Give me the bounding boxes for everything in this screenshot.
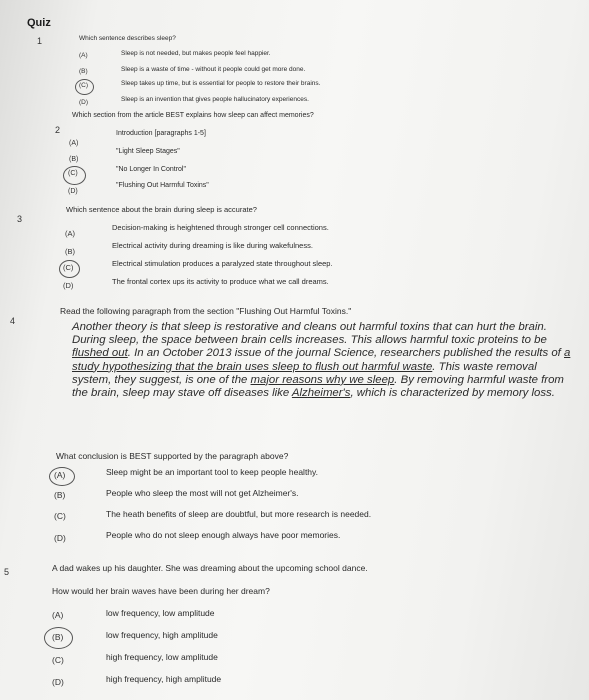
option-letter[interactable]: (A) xyxy=(65,229,75,238)
question-number: 2 xyxy=(55,125,61,135)
option-text: "Light Sleep Stages" xyxy=(116,148,180,155)
question-number: 4 xyxy=(10,316,16,326)
option-text: high frequency, high amplitude xyxy=(106,674,222,684)
option-text: "No Longer In Control" xyxy=(116,166,186,173)
question-instruction: Read the following paragraph from the section "Flushing Out Harmful Toxins." xyxy=(60,306,352,316)
option-letter[interactable]: (D) xyxy=(68,188,78,195)
option-letter[interactable]: (C) xyxy=(63,263,74,272)
question-prompt: Which sentence about the brain during sleep is accurate? xyxy=(66,205,257,214)
option-text: The heath benefits of sleep are doubtful, but more research is needed. xyxy=(106,509,372,519)
option-text: The frontal cortex ups its activity to produce what we call dreams. xyxy=(112,277,329,286)
option-text: low frequency, high amplitude xyxy=(106,630,218,640)
option-text: People who do not sleep enough always have poor memories. xyxy=(106,530,341,540)
option-letter[interactable]: (A) xyxy=(69,140,79,147)
quiz-title: Quiz xyxy=(27,17,51,29)
question-number: 3 xyxy=(17,214,23,224)
question-prompt: How would her brain waves have been during her dream? xyxy=(52,586,270,596)
underlined-phrase: flushed out xyxy=(72,347,128,360)
option-text: Sleep is not needed, but makes people feel happier. xyxy=(121,50,271,57)
option-text: low frequency, low amplitude xyxy=(106,608,215,618)
question-prompt: Which sentence describes sleep? xyxy=(79,35,176,42)
passage: Another theory is that sleep is restorative and cleans out harmful toxins that can hurt the brain. During sleep, the space between brain cells increases. This allows harmful toxic proteins to be flushed out. In an October 2013 issue of the journal Science, researchers published the results of a study hypothesizing that the brain uses sleep to flush out harmful waste. This waste removal system, they suggest, is one of the major reasons why we sleep. By removing harmful waste from the brain, sleep may stave off diseases like Alzheimer's, which is characterized by memory loss. xyxy=(72,321,571,400)
option-text: Electrical activity during dreaming is like during wakefulness. xyxy=(112,241,313,250)
option-letter[interactable]: (C) xyxy=(79,82,89,89)
option-letter[interactable]: (C) xyxy=(52,655,64,665)
option-text: high frequency, low amplitude xyxy=(106,652,218,662)
option-letter[interactable]: (D) xyxy=(79,99,89,106)
option-letter[interactable]: (B) xyxy=(65,247,75,256)
option-letter[interactable]: (A) xyxy=(52,610,64,620)
question-number: 5 xyxy=(4,567,10,577)
question-prompt: Which section from the article BEST explains how sleep can affect memories? xyxy=(72,112,314,119)
question-number: 1 xyxy=(37,36,43,46)
question-prompt: What conclusion is BEST supported by the paragraph above? xyxy=(56,451,289,461)
option-letter[interactable]: (A) xyxy=(54,470,66,480)
option-text: People who sleep the most will not get Alzheimer's. xyxy=(106,488,299,498)
option-letter[interactable]: (B) xyxy=(79,68,88,75)
underlined-phrase: a study hypothesizing that the brain uses sleep to flush out harmful waste xyxy=(72,347,571,373)
option-letter[interactable]: (C) xyxy=(68,170,78,177)
option-text: Sleep takes up time, but is essential for people to restore their brains. xyxy=(121,80,321,87)
option-text: Introduction [paragraphs 1-5] xyxy=(116,130,206,137)
underlined-phrase: Alzheimer's xyxy=(291,387,351,400)
underlined-phrase: major reasons why we sleep xyxy=(250,373,395,386)
option-letter[interactable]: (D) xyxy=(63,281,74,290)
option-letter[interactable]: (B) xyxy=(69,156,79,163)
option-letter[interactable]: (D) xyxy=(54,533,66,543)
option-letter[interactable]: (A) xyxy=(79,52,88,59)
option-text: Sleep is an invention that gives people hallucinatory experiences. xyxy=(121,96,309,103)
option-text: Electrical stimulation produces a paralyzed state throughout sleep. xyxy=(112,259,333,268)
option-letter[interactable]: (B) xyxy=(52,632,64,642)
option-text: Sleep might be an important tool to keep people healthy. xyxy=(106,467,319,477)
question-scenario: A dad wakes up his daughter. She was dreaming about the upcoming school dance. xyxy=(52,563,368,573)
option-text: "Flushing Out Harmful Toxins" xyxy=(116,182,209,189)
option-letter[interactable]: (B) xyxy=(54,490,66,500)
option-letter[interactable]: (C) xyxy=(54,511,66,521)
option-text: Decision-making is heightened through stronger cell connections. xyxy=(112,223,329,232)
option-letter[interactable]: (D) xyxy=(52,677,64,687)
option-text: Sleep is a waste of time - without it people could get more done. xyxy=(121,66,306,73)
